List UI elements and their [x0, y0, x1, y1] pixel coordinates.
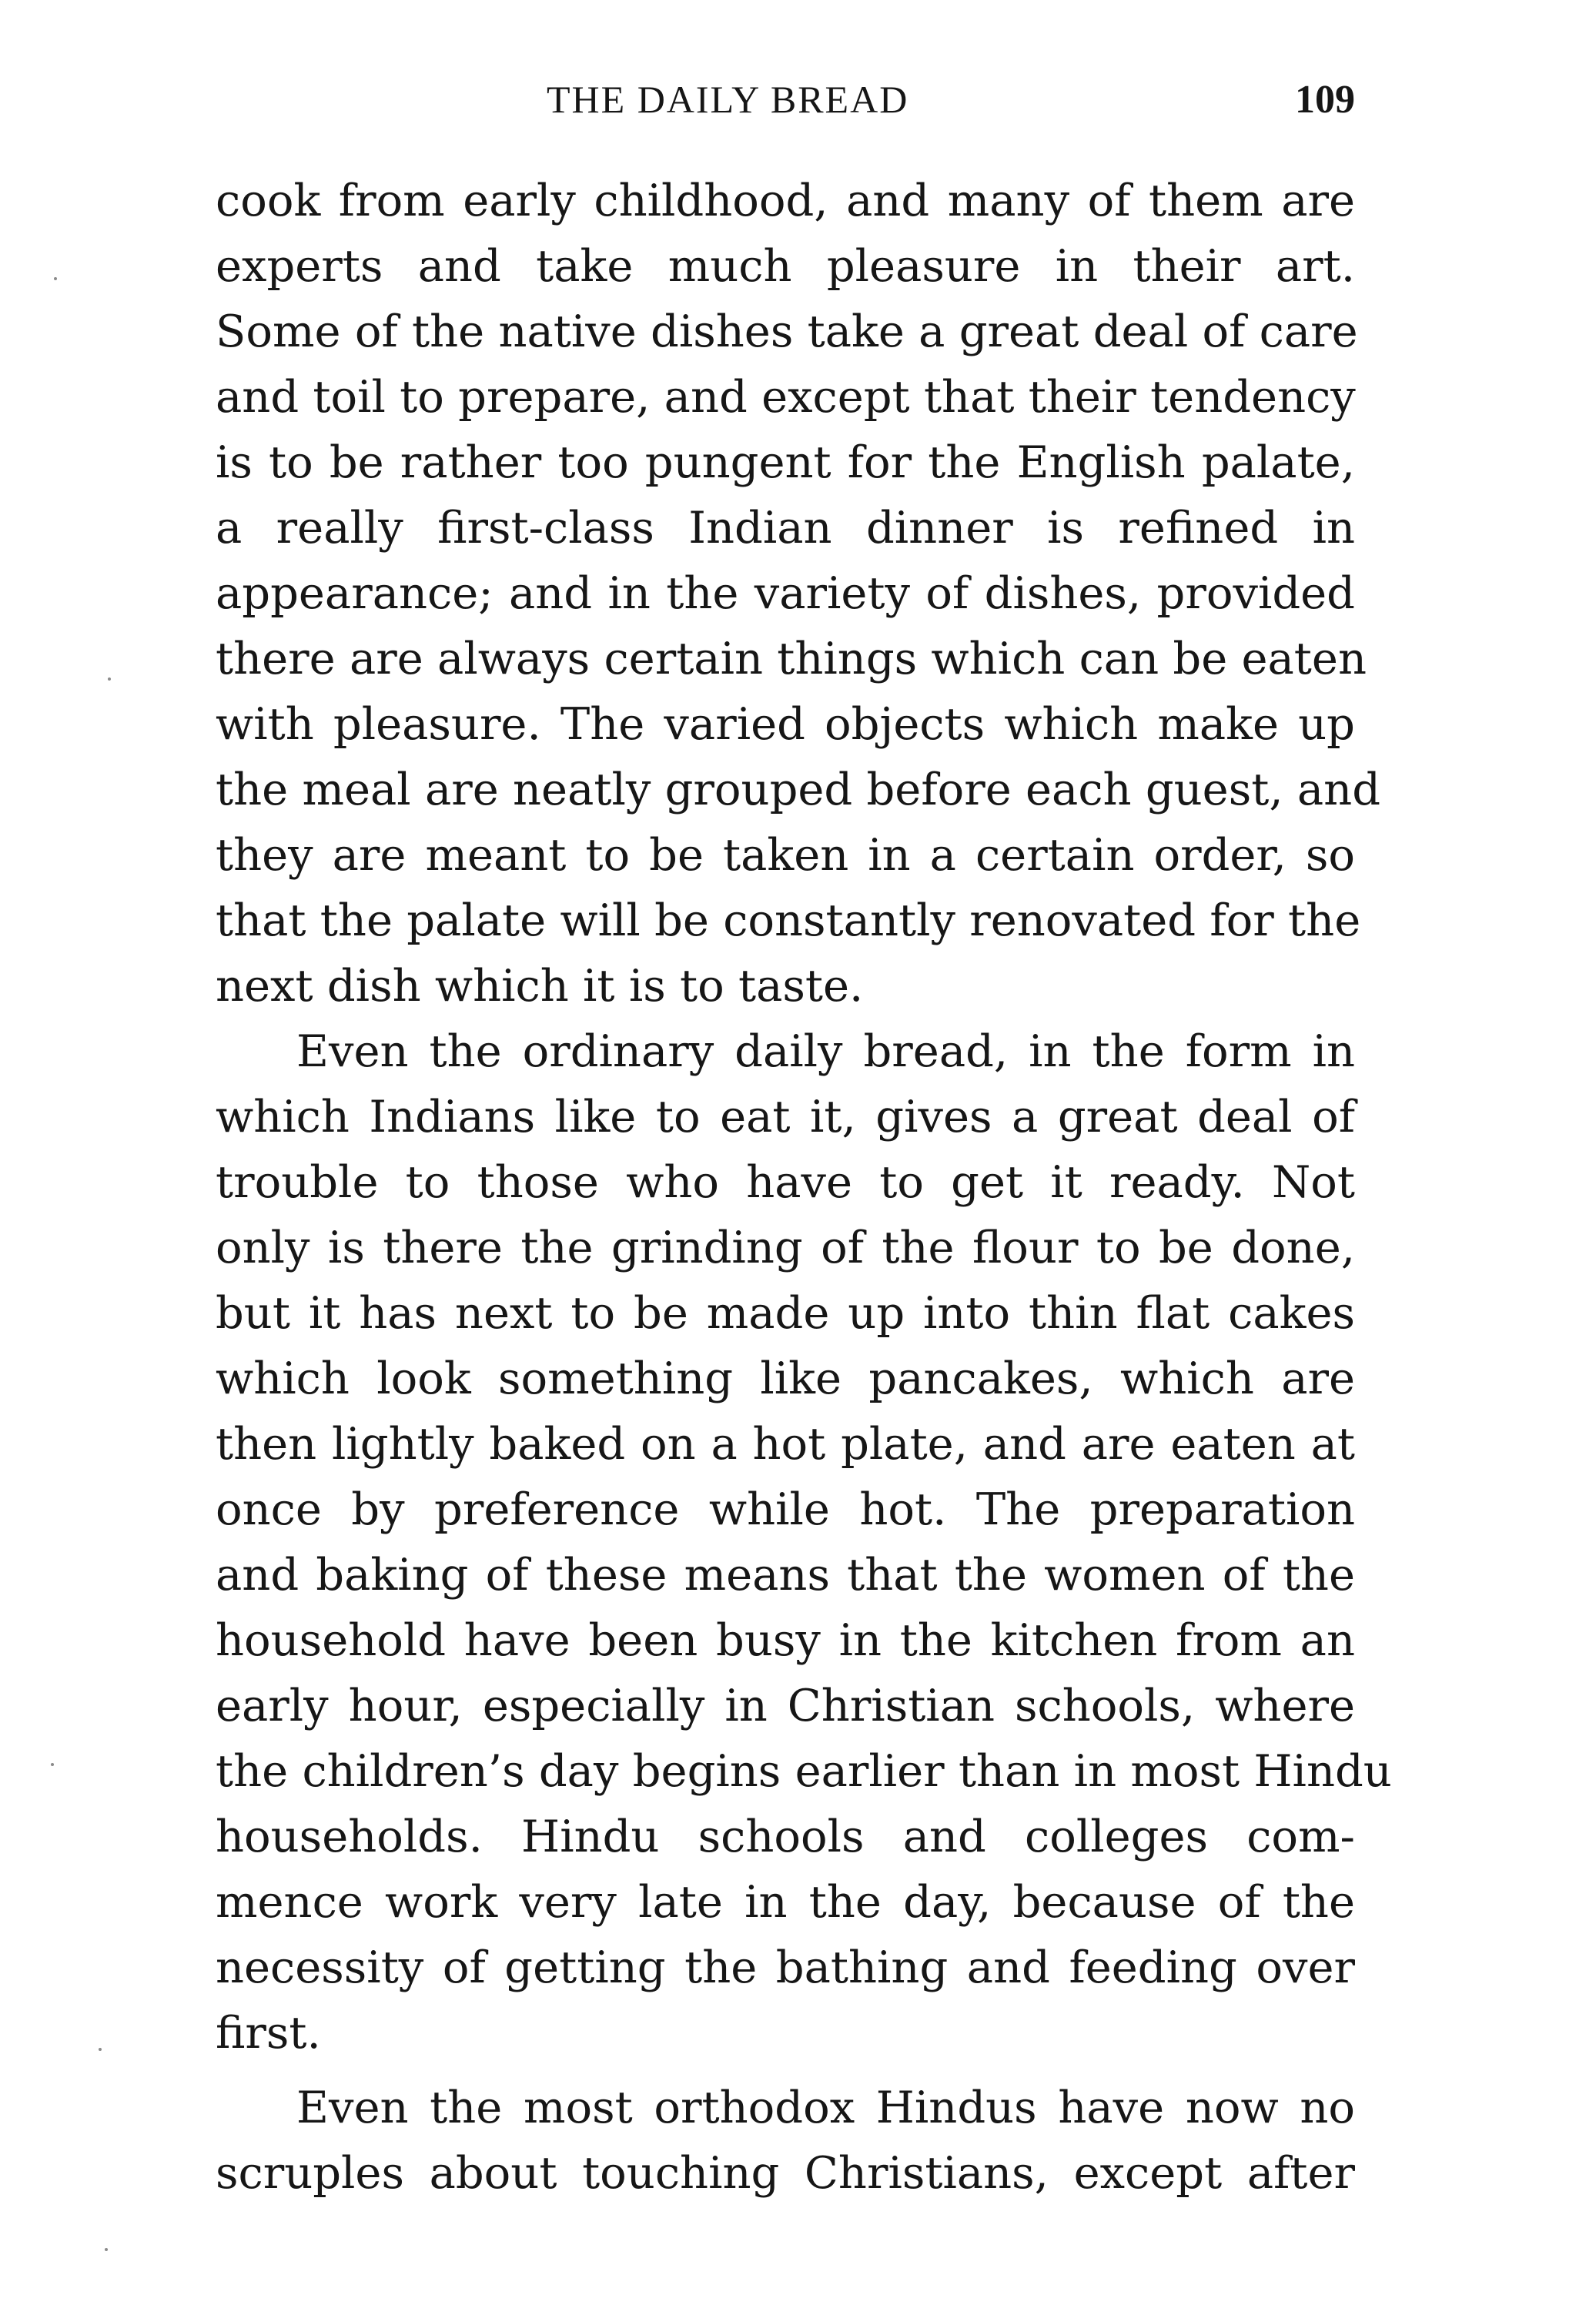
- text-line: necessity of getting the bathing and feeding over: [216, 1942, 1355, 1993]
- page-number: 109: [1295, 78, 1355, 122]
- scan-speck: [99, 2048, 102, 2051]
- text-line: Some of the native dishes take a great deal of care: [216, 306, 1358, 357]
- scan-speck: [54, 277, 57, 280]
- text-line: experts and take much pleasure in their art.: [216, 240, 1355, 292]
- text-line: is to be rather too pungent for the English palate,: [216, 437, 1355, 488]
- text-line: a really first-class Indian dinner is refined in: [216, 502, 1355, 554]
- text-line: early hour, especially in Christian schools, where: [216, 1680, 1355, 1731]
- text-line: first.: [216, 2007, 321, 2059]
- running-title: THE DAILY BREAD: [547, 78, 909, 121]
- text-line: mence work very late in the day, because of the: [216, 1876, 1355, 1928]
- text-line: and toil to prepare, and except that their tendency: [216, 371, 1356, 423]
- paragraph-2: [216, 1019, 1392, 2066]
- text-line: they are meant to be taken in a certain order, so: [216, 829, 1355, 881]
- paragraph-1: [216, 168, 1380, 1019]
- text-line: that the palate will be constantly renovated for the: [216, 895, 1361, 946]
- text-line: cook from early childhood, and many of them are: [216, 175, 1355, 226]
- text-line: households. Hindu schools and colleges com-: [216, 1811, 1355, 1862]
- text-line: appearance; and in the variety of dishes, provided: [216, 567, 1355, 619]
- scan-speck: [51, 1763, 54, 1766]
- scan-speck: [108, 677, 111, 681]
- text-line: which Indians like to eat it, gives a great deal of: [216, 1091, 1355, 1142]
- text-line: the meal are neatly grouped before each guest, and: [216, 764, 1380, 815]
- text-line: then lightly baked on a hot plate, and are eaten at: [216, 1418, 1355, 1470]
- text-line: Even the most orthodox Hindus have now no: [296, 2082, 1355, 2133]
- text-line: household have been busy in the kitchen from an: [216, 1614, 1355, 1666]
- text-line: the children’s day begins earlier than in most Hindu: [216, 1745, 1392, 1797]
- text-line: once by preference while hot. The preparation: [216, 1484, 1355, 1535]
- text-line: and baking of these means that the women of the: [216, 1549, 1355, 1601]
- text-line: with pleasure. The varied objects which make up: [216, 698, 1355, 750]
- scan-speck: [105, 2248, 108, 2251]
- paragraph-3: [216, 2075, 1355, 2206]
- text-line: next dish which it is to taste.: [216, 960, 864, 1012]
- paragraph-gap: [216, 2066, 1355, 2075]
- running-header: [216, 77, 1355, 131]
- text-line: but it has next to be made up into thin flat cakes: [216, 1287, 1355, 1339]
- text-line: there are always certain things which can be eaten: [216, 633, 1367, 684]
- text-line: which look something like pancakes, which are: [216, 1353, 1355, 1404]
- text-line: Even the ordinary daily bread, in the form in: [296, 1025, 1355, 1077]
- text-line: trouble to those who have to get it ready. Not: [216, 1156, 1355, 1208]
- text-line: only is there the grinding of the flour to be done,: [216, 1222, 1355, 1273]
- body-text: [216, 168, 1392, 2206]
- text-line: scruples about touching Christians, except after: [216, 2147, 1355, 2199]
